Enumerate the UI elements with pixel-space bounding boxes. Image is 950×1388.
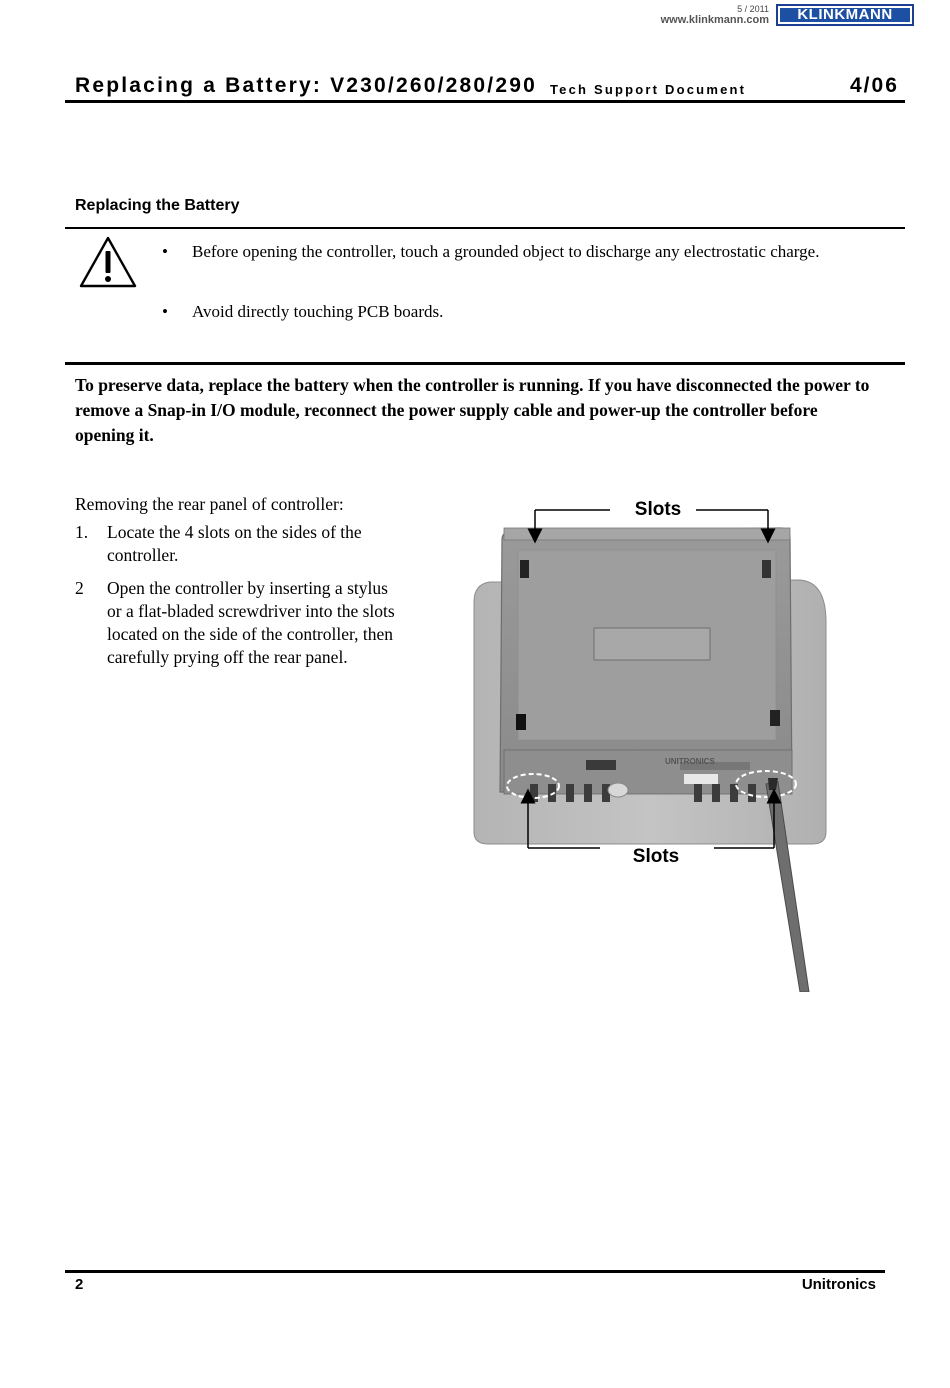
step-number: 1. bbox=[75, 522, 89, 542]
slots-label-bottom: Slots bbox=[632, 846, 680, 867]
warning-item bbox=[162, 301, 862, 323]
step-text: Open the controller by inserting a stylus or a flat-bladed screwdriver into the slots located on the side of the controller, then carefully prying off the rear panel. bbox=[107, 578, 395, 667]
section-heading: Replacing the Battery bbox=[75, 197, 240, 214]
corner-slot-mark bbox=[520, 560, 529, 578]
document-title: Replacing a Battery: V230/260/280/290 bbox=[75, 74, 537, 97]
brand-url[interactable]: www.klinkmann.com bbox=[660, 14, 769, 26]
document-code: 4/06 bbox=[850, 74, 899, 97]
warning-item bbox=[162, 241, 862, 263]
procedure-intro: Removing the rear panel of controller: bbox=[75, 494, 344, 514]
document-subtitle: Tech Support Document bbox=[550, 82, 747, 97]
battery-cover bbox=[594, 628, 710, 660]
step-text: Locate the 4 slots on the sides of the controller. bbox=[107, 522, 362, 565]
round-port bbox=[608, 783, 628, 797]
klinkmann-logo bbox=[776, 4, 914, 26]
brand-date: 5 / 2011 bbox=[737, 4, 769, 14]
corner-slot-mark bbox=[770, 710, 780, 726]
warning-triangle-icon bbox=[79, 236, 137, 288]
header-rule bbox=[65, 100, 905, 103]
klinkmann-logo-text: KLINKMANN bbox=[780, 8, 910, 22]
warning-bottom-rule bbox=[65, 362, 905, 365]
step-number: 2 bbox=[75, 578, 84, 598]
warning-item-text: Before opening the controller, touch a grounded object to discharge any electrostatic charge. bbox=[192, 242, 820, 261]
controller-rear-panel-photo bbox=[460, 492, 836, 992]
warning-top-rule bbox=[65, 227, 905, 229]
label-sticker bbox=[684, 774, 718, 784]
slots-label-top: Slots bbox=[634, 499, 682, 520]
footer-brand: Unitronics bbox=[801, 1276, 876, 1293]
bullet: • bbox=[162, 302, 168, 321]
footer-page-number: 2 bbox=[75, 1276, 84, 1293]
rear-housing-lip bbox=[504, 528, 790, 540]
preserve-data-note: To preserve data, replace the battery when the controller is running. If you have disconnected the power to remove a Snap-in I/O module, reconnect the power supply cable and power-up the controller before opening it. bbox=[75, 375, 870, 445]
corner-slot-mark bbox=[762, 560, 771, 578]
procedure-step bbox=[75, 577, 405, 669]
corner-slot-mark bbox=[516, 714, 526, 730]
comm-port bbox=[586, 760, 616, 770]
warning-item-text: Avoid directly touching PCB boards. bbox=[192, 302, 444, 321]
procedure-step bbox=[75, 521, 405, 567]
bullet: • bbox=[162, 242, 168, 261]
footer-rule bbox=[65, 1270, 885, 1273]
device-brand-label: UNITRONICS bbox=[665, 757, 715, 766]
